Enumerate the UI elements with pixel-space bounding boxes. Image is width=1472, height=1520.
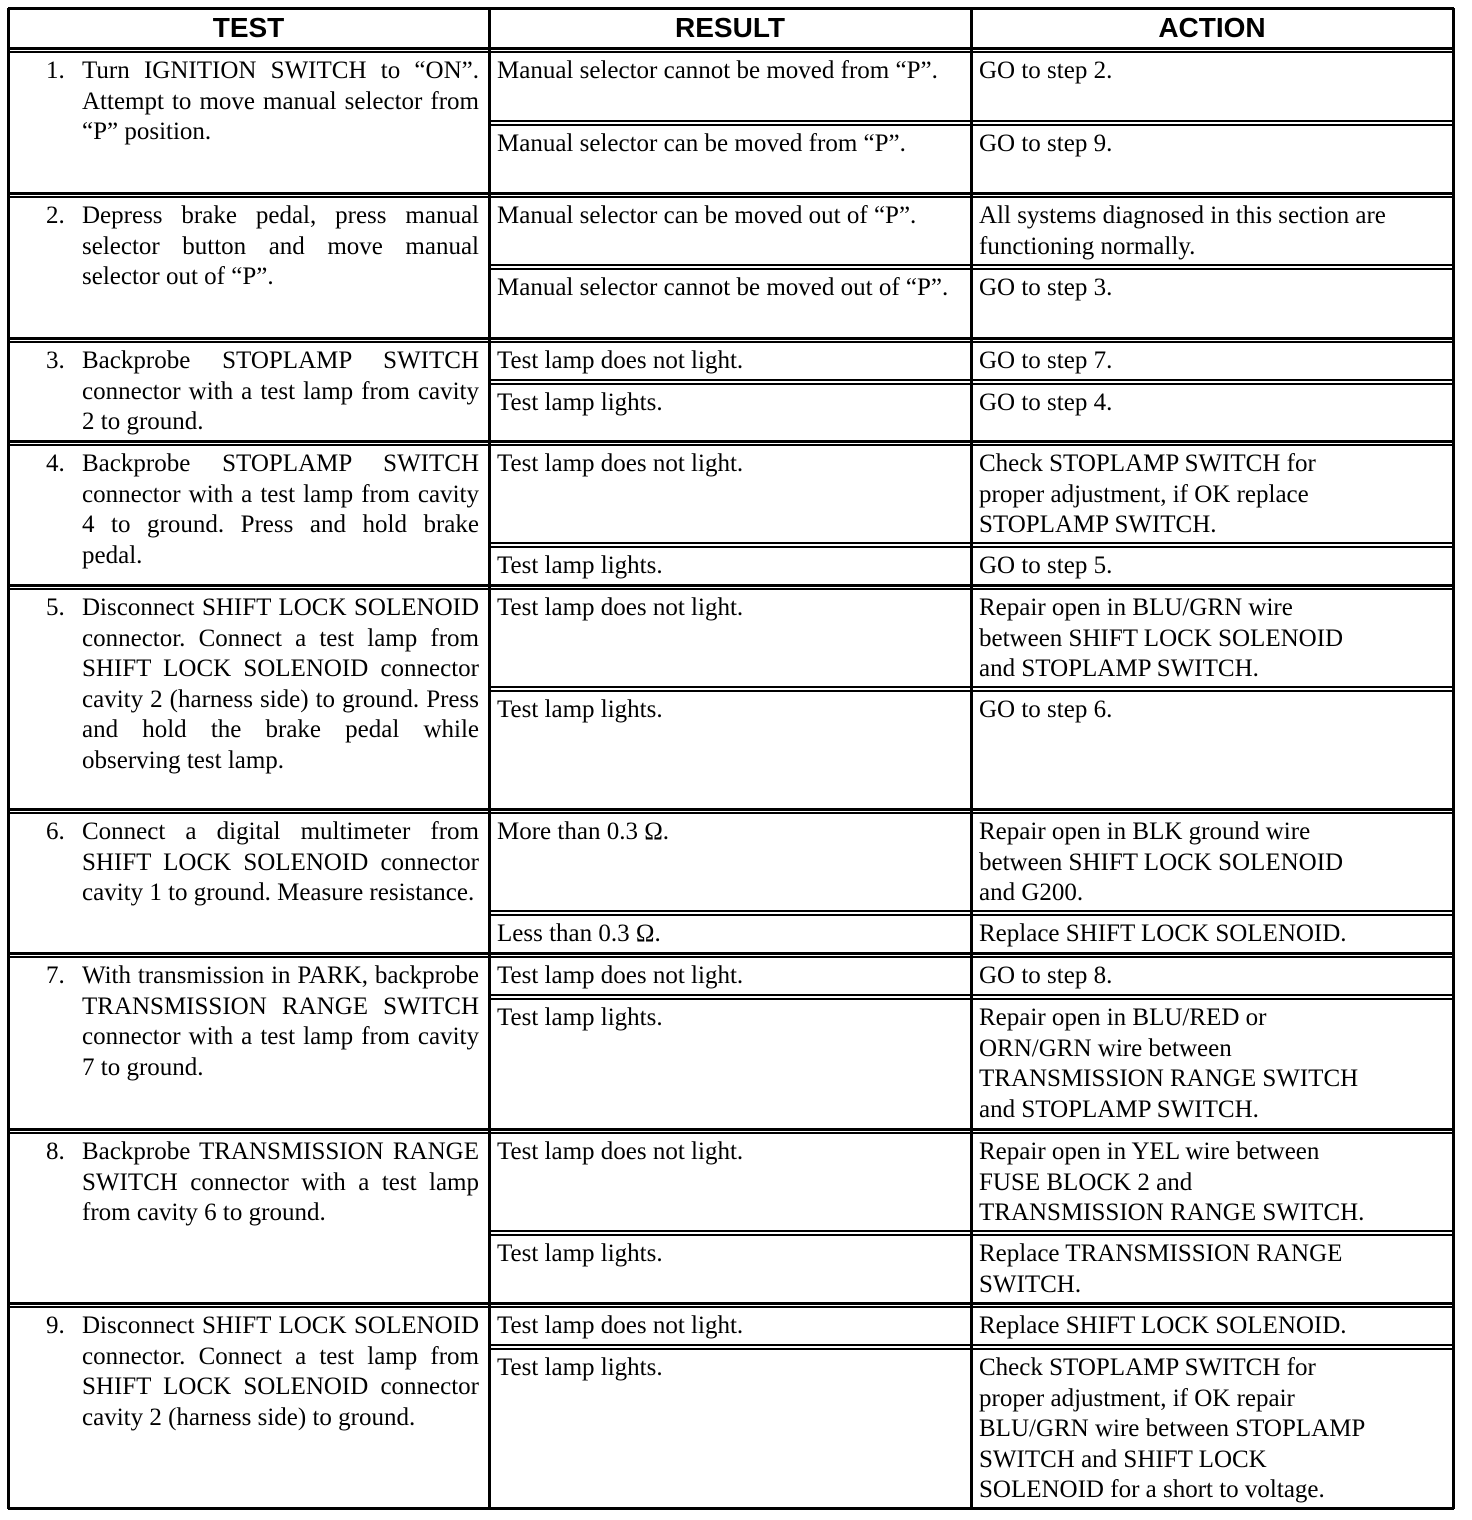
rule-line — [8, 952, 1454, 955]
test-text: Backprobe STOPLAMP SWITCH connector with a test lamp from cavity 2 to ground. — [82, 347, 486, 435]
step-number: 2. — [46, 202, 65, 229]
rule-line — [8, 812, 1454, 814]
rule-line — [8, 584, 1454, 587]
test-step-3 — [8, 342, 489, 441]
rule-line — [8, 956, 1454, 958]
test-step-6 — [8, 813, 489, 953]
result-cell: Test lamp does not light. — [497, 594, 744, 621]
test-text: Connect a digital multimeter from SHIFT LOCK SOLENOID connector cavity 1 to ground. Measure resistance. — [82, 818, 486, 906]
step-number: 5. — [46, 594, 65, 621]
test-step-8 — [8, 1133, 489, 1303]
result-cell: Manual selector cannot be moved from “P”. — [497, 57, 938, 84]
result-cell: Test lamp does not light. — [497, 1138, 744, 1165]
action-cell: GO to step 3. — [979, 274, 1113, 301]
rule-line — [8, 196, 1454, 198]
result-cell: More than 0.3 Ω. — [497, 818, 670, 845]
action-cell: Replace TRANSMISSION RANGE SWITCH. — [979, 1240, 1343, 1298]
result-cell: Manual selector cannot be moved out of “P”. — [497, 274, 949, 301]
result-cell: Test lamp does not light. — [497, 450, 744, 477]
test-step-1 — [8, 52, 489, 193]
action-cell: GO to step 2. — [979, 57, 1113, 84]
rule-line — [7, 8, 10, 1509]
action-cell: Replace SHIFT LOCK SOLENOID. — [979, 1312, 1347, 1339]
result-cell: Manual selector can be moved from “P”. — [497, 130, 906, 157]
rule-line — [8, 7, 1454, 10]
test-text: Depress brake pedal, press manual selector button and move manual selector out of “P”. — [82, 202, 486, 290]
rule-line — [488, 8, 491, 1509]
action-cell: GO to step 6. — [979, 696, 1113, 723]
result-cell: Less than 0.3 Ω. — [497, 920, 661, 947]
step-number: 6. — [46, 818, 65, 845]
test-step-4 — [8, 445, 489, 585]
test-text: Backprobe STOPLAMP SWITCH connector with a test lamp from cavity 4 to ground. Press and hold brake pedal. — [82, 450, 486, 569]
rule-line — [8, 1302, 1454, 1305]
test-text: Turn IGNITION SWITCH to “ON”. Attempt to move manual selector from “P” position. — [82, 57, 486, 145]
rule-line — [8, 1507, 1454, 1510]
test-step-5 — [8, 589, 489, 809]
rule-line — [8, 808, 1454, 811]
rule-line — [970, 8, 973, 1509]
step-number: 8. — [46, 1138, 65, 1165]
result-cell: Test lamp lights. — [497, 1354, 663, 1381]
action-cell: GO to step 7. — [979, 347, 1113, 374]
step-number: 7. — [46, 962, 65, 989]
step-number: 4. — [46, 450, 65, 477]
rule-line — [8, 588, 1454, 590]
header-test: TEST — [212, 12, 285, 43]
action-cell: GO to step 5. — [979, 552, 1113, 579]
result-cell: Test lamp lights. — [497, 1240, 663, 1267]
rule-line — [8, 341, 1454, 343]
step-number: 3. — [46, 347, 65, 374]
rule-line — [8, 192, 1454, 195]
step-number: 1. — [46, 57, 65, 84]
action-cell: Repair open in BLU/RED or ORN/GRN wire between TRANSMISSION RANGE SWITCH and STOPLAMP SWITCH. — [979, 1004, 1359, 1123]
test-step-2 — [8, 197, 489, 338]
header-result: RESULT — [675, 12, 785, 43]
result-cell: Manual selector can be moved out of “P”. — [497, 202, 917, 229]
action-cell: Repair open in YEL wire between FUSE BLOCK 2 and TRANSMISSION RANGE SWITCH. — [979, 1138, 1365, 1226]
rule-line — [8, 1132, 1454, 1134]
result-cell: Test lamp does not light. — [497, 347, 744, 374]
rule-line — [1452, 8, 1455, 1509]
test-text: Disconnect SHIFT LOCK SOLENOID connector. Connect a test lamp from SHIFT LOCK SOLENOID connector cavity 2 (harness side) to ground. Press and hold the brake pedal while observing test lamp. — [82, 594, 486, 774]
action-cell: GO to step 8. — [979, 962, 1113, 989]
step-number: 9. — [46, 1312, 65, 1339]
rule-line — [8, 444, 1454, 446]
action-cell: Check STOPLAMP SWITCH for proper adjustment, if OK replace STOPLAMP SWITCH. — [979, 450, 1316, 538]
result-cell: Test lamp lights. — [497, 389, 663, 416]
action-cell: Replace SHIFT LOCK SOLENOID. — [979, 920, 1347, 947]
result-cell: Test lamp lights. — [497, 552, 663, 579]
result-cell: Test lamp does not light. — [497, 962, 744, 989]
result-cell: Test lamp lights. — [497, 696, 663, 723]
action-cell: Repair open in BLU/GRN wire between SHIFT LOCK SOLENOID and STOPLAMP SWITCH. — [979, 594, 1344, 682]
action-cell: GO to step 4. — [979, 389, 1113, 416]
action-cell: Check STOPLAMP SWITCH for proper adjustment, if OK repair BLU/GRN wire between STOPLAMP SWITCH and SHIFT LOCK SOLENOID for a short to voltage. — [979, 1354, 1366, 1503]
result-cell: Test lamp does not light. — [497, 1312, 744, 1339]
action-cell: All systems diagnosed in this section are functioning normally. — [979, 202, 1393, 260]
test-step-7 — [8, 957, 489, 1129]
rule-line — [8, 440, 1454, 443]
rule-line — [8, 51, 1454, 53]
test-text: Backprobe TRANSMISSION RANGE SWITCH connector with a test lamp from cavity 6 to ground. — [82, 1138, 486, 1226]
test-step-9 — [8, 1307, 489, 1508]
result-cell: Test lamp lights. — [497, 1004, 663, 1031]
action-cell: GO to step 9. — [979, 130, 1113, 157]
rule-line — [8, 1128, 1454, 1131]
test-text: Disconnect SHIFT LOCK SOLENOID connector. Connect a test lamp from SHIFT LOCK SOLENOID connector cavity 2 (harness side) to ground. — [82, 1312, 486, 1431]
rule-line — [8, 47, 1454, 50]
rule-line — [8, 337, 1454, 340]
action-cell: Repair open in BLK ground wire between SHIFT LOCK SOLENOID and G200. — [979, 818, 1344, 906]
test-text: With transmission in PARK, backprobe TRANSMISSION RANGE SWITCH connector with a test lamp from cavity 7 to ground. — [82, 962, 486, 1081]
header-action: ACTION — [1158, 12, 1266, 43]
rule-line — [8, 1306, 1454, 1308]
